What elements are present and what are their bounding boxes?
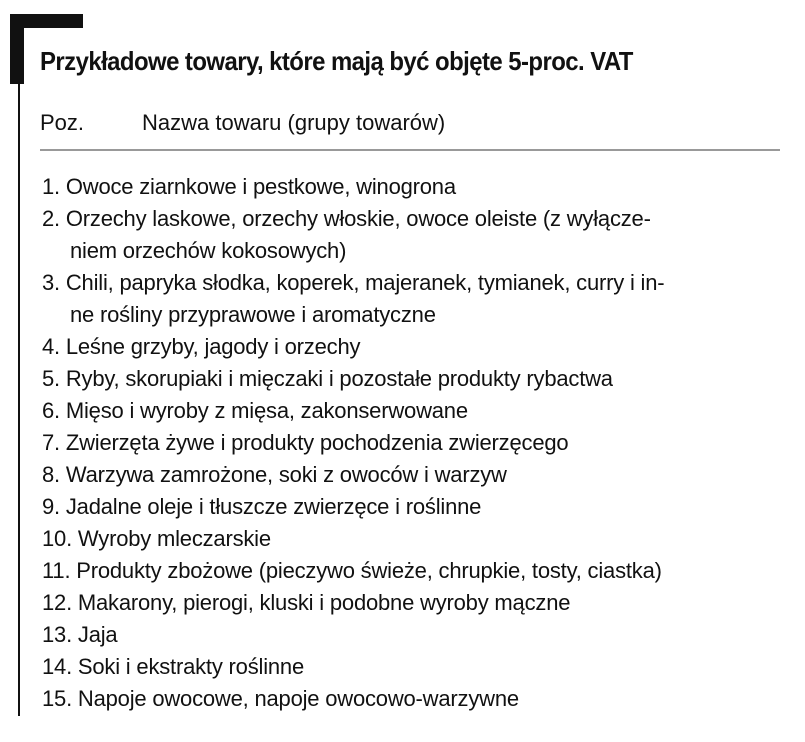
list-item: 6. Mięso i wyroby z mięsa, zakonserwowane [42, 398, 468, 423]
list-item: 13. Jaja [42, 622, 118, 647]
goods-list [42, 171, 782, 715]
list-item: 4. Leśne grzyby, jagody i orzechy [42, 334, 361, 359]
list-item: 12. Makarony, pierogi, kluski i podobne wyroby mączne [42, 590, 571, 615]
list-item: 5. Ryby, skorupiaki i mięczaki i pozostałe produkty rybactwa [42, 366, 613, 391]
list-item: 10. Wyroby mleczarskie [42, 526, 271, 551]
header-divider [40, 149, 780, 151]
list-item: 15. Napoje owocowe, napoje owocowo-warzywne [42, 686, 519, 711]
header-name: Nazwa towaru (grupy towarów) [142, 110, 446, 135]
list-item: 2. Orzechy laskowe, orzechy włoskie, owoce oleiste (z wyłącze- niem orzechów kokosowych) [42, 206, 651, 263]
list-item: 7. Zwierzęta żywe i produkty pochodzenia zwierzęcego [42, 430, 569, 455]
page-title: Przykładowe towary, które mają być objęte 5-proc. VAT [40, 46, 633, 76]
frame-left-line [18, 84, 20, 716]
list-item: 1. Owoce ziarnkowe i pestkowe, winogrona [42, 174, 456, 199]
list-item: 8. Warzywa zamrożone, soki z owoców i warzyw [42, 462, 507, 487]
header-pos: Poz. [40, 110, 85, 135]
list-item: 11. Produkty zbożowe (pieczywo świeże, chrupkie, tosty, ciastka) [42, 558, 662, 583]
list-item: 9. Jadalne oleje i tłuszcze zwierzęce i roślinne [42, 494, 482, 519]
frame-left-bar [10, 14, 24, 84]
column-header [40, 110, 445, 136]
list-item: 14. Soki i ekstrakty roślinne [42, 654, 304, 679]
list-item: 3. Chili, papryka słodka, koperek, majeranek, tymianek, curry i in- ne rośliny przyprawowe i aromatyczne [42, 270, 665, 327]
